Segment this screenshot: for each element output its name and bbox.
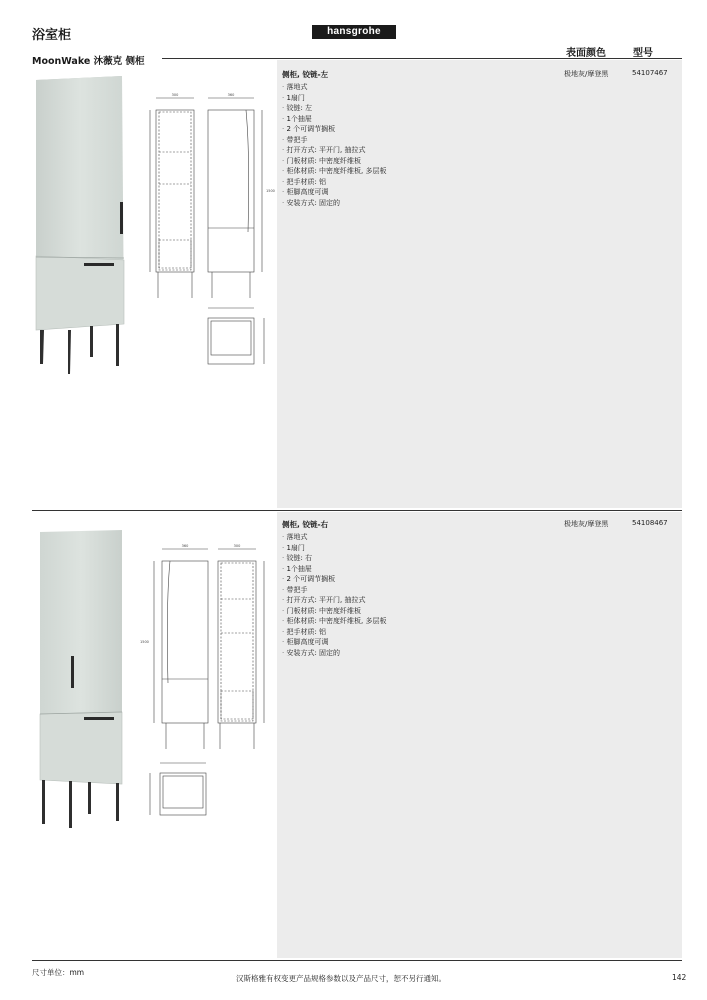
- product-1-feature: · 带把手: [282, 135, 387, 146]
- product-2-feature: · 1扇门: [282, 543, 387, 554]
- product-1-model: 54107467: [632, 69, 668, 77]
- product-2-feature: · 打开方式: 平开门, 抽拉式: [282, 595, 387, 606]
- product-1-feature: · 铰链: 左: [282, 103, 387, 114]
- product-1-dim-height: 1500: [266, 189, 275, 193]
- product-1-color: 极地灰/摩登黑: [564, 70, 609, 78]
- page-number: 142: [672, 973, 687, 982]
- product-1-feature: · 柜脚高度可调: [282, 187, 387, 198]
- product-1-feature: · 1个抽屉: [282, 114, 387, 125]
- page-category: 浴室柜: [32, 28, 72, 43]
- column-header-color: 表面颜色: [566, 48, 606, 59]
- product-1-feature: · 安装方式: 固定的: [282, 198, 387, 209]
- product-2-feature: · 落地式: [282, 532, 387, 543]
- product-1-photo: [32, 74, 132, 380]
- footer-divider: [32, 960, 682, 961]
- product-2-title: 侧柜, 铰链-右: [282, 520, 329, 529]
- product-2-feature: · 带把手: [282, 585, 387, 596]
- product-2-model: 54108467: [632, 519, 668, 527]
- product-1-feature-list: [282, 82, 387, 208]
- product-1-technical-drawing: [138, 92, 274, 377]
- product-2-feature: · 1个抽屉: [282, 564, 387, 575]
- footer-disclaimer: 汉斯格雅有权变更产品规格参数以及产品尺寸，恕不另行通知。: [236, 974, 446, 983]
- brand-logo: hansgrohe: [312, 25, 396, 39]
- product-2-feature: · 门板材质: 中密度纤维板: [282, 606, 387, 617]
- product-2-dim-depth: 360: [181, 544, 189, 548]
- product-1-feature: · 1扇门: [282, 93, 387, 104]
- product-1-feature: · 打开方式: 平开门, 抽拉式: [282, 145, 387, 156]
- product-2-feature-list: [282, 532, 387, 658]
- product-2-color: 极地灰/摩登黑: [564, 520, 609, 528]
- product-2-feature: · 铰链: 右: [282, 553, 387, 564]
- product-2-dim-width: 300: [233, 544, 241, 548]
- product-1-feature: · 门板材质: 中密度纤维板: [282, 156, 387, 167]
- product-1-feature: · 柜体材质: 中密度纤维板, 多层板: [282, 166, 387, 177]
- footer-unit-note: 尺寸单位：mm: [32, 968, 85, 977]
- product-2-feature: · 柜体材质: 中密度纤维板, 多层板: [282, 616, 387, 627]
- product-2-photo: [32, 528, 132, 834]
- product-1-feature: · 2 个可调节搁板: [282, 124, 387, 135]
- product-2-technical-drawing: [138, 543, 274, 823]
- product-1-dim-width: 300: [171, 93, 179, 97]
- series-title: MoonWake 沐薇克 侧柜: [32, 56, 145, 67]
- product-1-dim-depth: 360: [227, 93, 235, 97]
- section-divider: [32, 510, 682, 511]
- column-header-model: 型号: [633, 48, 653, 59]
- product-2-feature: · 2 个可调节搁板: [282, 574, 387, 585]
- product-2-feature: · 柜脚高度可调: [282, 637, 387, 648]
- product-1-title: 侧柜, 铰链-左: [282, 70, 329, 79]
- product-2-feature: · 安装方式: 固定的: [282, 648, 387, 659]
- product-2-feature: · 把手材质: 铝: [282, 627, 387, 638]
- product-2-dim-height: 1500: [140, 640, 149, 644]
- product-1-feature: · 把手材质: 铝: [282, 177, 387, 188]
- product-1-feature: · 落地式: [282, 82, 387, 93]
